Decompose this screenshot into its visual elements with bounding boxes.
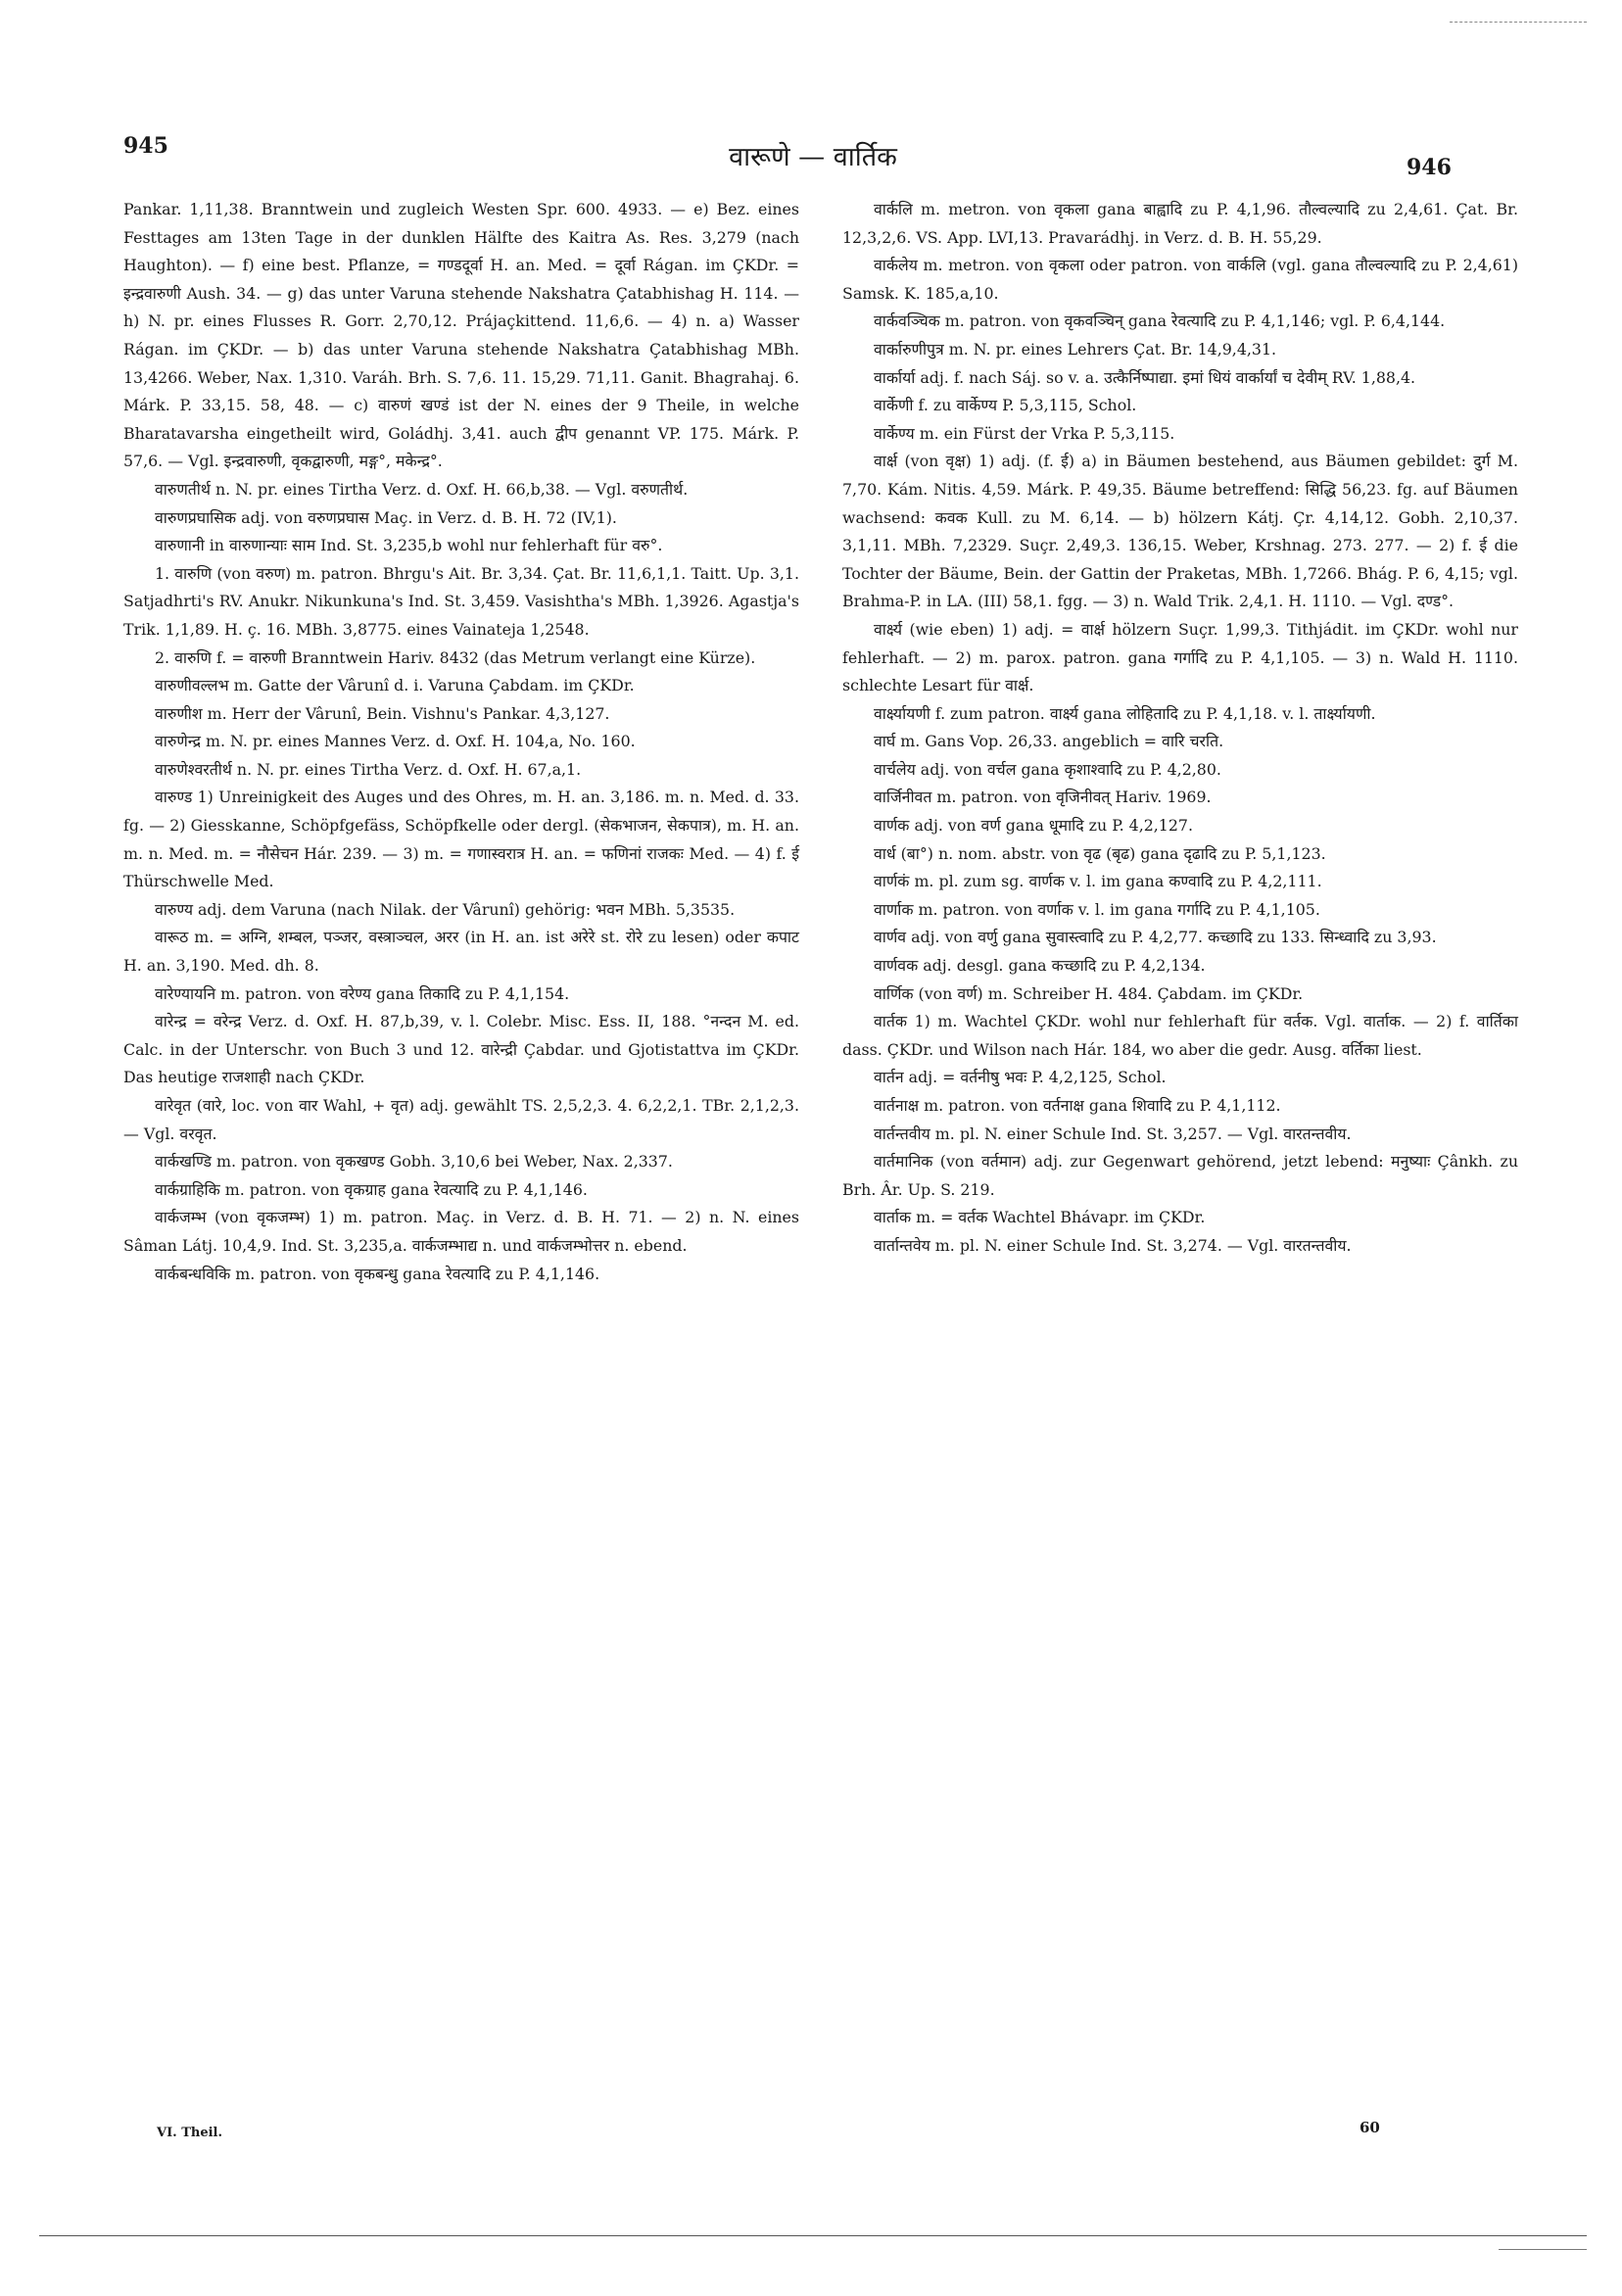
bottom-rule-short bbox=[1499, 2249, 1587, 2250]
dictionary-entry: वारुणेन्द्र m. N. pr. eines Mannes Verz. d. Oxf. H. 104,a, No. 160. bbox=[155, 732, 636, 751]
dictionary-entry: वार्तनाक्ष m. patron. von वर्तनाक्ष gana शिवादि zu P. 4,1,112. bbox=[874, 1096, 1281, 1115]
dictionary-entry: वार्णक adj. von वर्ण gana धूमादि zu P. 4,2,127. bbox=[874, 816, 1193, 836]
dictionary-entry: वार्तक 1) m. Wachtel ÇKDr. wohl nur fehlerhaft für वर्तक. Vgl. वार्ताक. — 2) f. वार्तिका dass. ÇKDr. und Wilson nach Hár. 184, wo aber die gedr. Ausg. वर्तिका liest. bbox=[842, 1012, 1518, 1059]
page-number-left: 945 bbox=[123, 133, 168, 159]
dictionary-entry: वार्कजम्भ (von वृकजम्भ) 1) m. patron. Maç. in Verz. d. B. H. 71. — 2) n. N. eines Sâman Látj. 10,4,9. Ind. St. 3,235,a. वार्कजम्भाद्य n. und वार्कजम्भोत्तर n. ebend. bbox=[123, 1208, 799, 1255]
dictionary-entry: वारेवृत (वारे, loc. von वार Wahl, + वृत) adj. gewählt TS. 2,5,2,3. 4. 6,2,2,1. TBr. 2,1,2,3. — Vgl. वरवृत. bbox=[123, 1096, 799, 1143]
dictionary-entry: वारेण्यायनि m. patron. von वरेण्य gana तिकादि zu P. 4,1,154. bbox=[155, 983, 570, 1003]
dictionary-entry: वार्कखण्डि m. patron. von वृकखण्ड Gobh. 3,10,6 bei Weber, Nax. 2,337. bbox=[155, 1152, 673, 1172]
dictionary-entry: वार्घ m. Gans Vop. 26,33. angeblich = वारि चरति. bbox=[874, 732, 1224, 751]
dictionary-entry: वार्कग्राहिकि m. patron. von वृकग्राह gana रेवत्यादि zu P. 4,1,146. bbox=[155, 1179, 588, 1199]
dictionary-entry: वार्कार्या adj. f. nach Sáj. so v. a. उत्कैर्निष्पाद्या. इमां धियं वार्कार्यां च देवीम् RV. 1,88,4. bbox=[874, 367, 1416, 387]
dictionary-entry: 2. वारुणि f. = वारुणी Branntwein Hariv. 8432 (das Metrum verlangt eine Kürze). bbox=[155, 647, 756, 667]
dictionary-entry: वार्कारुणीपुत्र m. N. pr. eines Lehrers Çat. Br. 14,9,4,31. bbox=[874, 339, 1277, 359]
dictionary-entry: वार्णाक m. patron. von वर्णाक v. l. im gana गर्गादि zu P. 4,1,105. bbox=[874, 899, 1320, 919]
dictionary-entry: वार्केणी f. zu वार्केण्य P. 5,3,115, Schol. bbox=[874, 396, 1137, 415]
top-rule bbox=[1450, 22, 1587, 23]
dictionary-entry: वार्तान्तवेय m. pl. N. einer Schule Ind. St. 3,274. — Vgl. वारतन्तवीय. bbox=[874, 1235, 1352, 1255]
dictionary-entry: वारुणीवल्लभ m. Gatte der Vârunî d. i. Varuna Çabdam. im ÇKDr. bbox=[155, 676, 635, 695]
dictionary-entry: वार्णव adj. von वर्णु gana सुवास्त्वादि zu P. 4,2,77. कच्छादि zu 133. सिन्ध्वादि zu 3,93. bbox=[874, 928, 1437, 947]
dictionary-entry: वार्क्ष्यायणी f. zum patron. वार्क्ष्य gana लोहितादि zu P. 4,1,18. v. l. तार्क्ष्यायणी. bbox=[874, 703, 1376, 723]
dictionary-entry: वार्कलेय m. metron. von वृकला oder patron. von वार्कलि (vgl. gana तौल्वल्यादि zu P. 2,4,61) Samsk. K. 185,a,10. bbox=[842, 256, 1518, 303]
dictionary-entry: वारुणीश m. Herr der Vârunî, Bein. Vishnu's Pankar. 4,3,127. bbox=[155, 703, 610, 723]
dictionary-entry: वार्णिक (von वर्ण) m. Schreiber H. 484. Çabdam. im ÇKDr. bbox=[874, 983, 1304, 1003]
dictionary-entry: वार्केण्य m. ein Fürst der Vrka P. 5,3,115. bbox=[874, 423, 1175, 443]
dictionary-entry: वार्क्ष (von वृक्ष) 1) adj. (f. ई) a) in Bäumen bestehend, aus Bäumen gebildet: दुर्ग M. 7,70. Kám. Nitis. 4,59. Márk. P. 49,35. Bäume betreffend: सिद्धि 56,23. fg. auf Bäumen wachsend: कवक Kull. zu M. 6,14. — b) hölzern Kátj. Çr. 4,14,12. Gobh. 2,10,37. 3,1,11. MBh. 7,2329. Suçr. 2,49,3. 136,15. Weber, Krshnag. 273. 277. — 2) f. ई die Tochter der Bäume, Bein. der Gattin der Praketas, MBh. 1,7266. Bhág. P. 6, 4,15; vgl. Brahma-P. in LA. (III) 58,1. fgg. — 3) n. Wald Trik. 2,4,1. H. 1110. — Vgl. दण्ड°. bbox=[842, 452, 1518, 611]
dictionary-entry: वार्तन adj. = वर्तनीषु भवः P. 4,2,125, Schol. bbox=[874, 1068, 1167, 1087]
dictionary-entry: वार्कलि m. metron. von वृकला gana बाह्वादि zu P. 4,1,96. तौल्वल्यादि zu 2,4,61. Çat. Br. 12,3,2,6. VS. App. LVI,13. Pravarádhj. in Verz. d. B. H. 55,29. bbox=[842, 200, 1518, 247]
dictionary-entry: वारुणेश्वरतीर्थ n. N. pr. eines Tirtha Verz. d. Oxf. H. 67,a,1. bbox=[155, 759, 582, 779]
dictionary-entry: वारूठ m. = अग्नि, शम्बल, पञ्जर, वस्त्राञ्चल, अरर (in H. an. ist अरेरे st. रोरे zu lesen) oder कपाट H. an. 3,190. Med. dh. 8. bbox=[123, 928, 799, 976]
page-number-right: 946 bbox=[1407, 155, 1452, 180]
dictionary-entry: वार्ध (बा°) n. nom. abstr. von वृढ (बृढ) gana दृढादि zu P. 5,1,123. bbox=[874, 843, 1326, 863]
dictionary-entry: वार्क्ष्य (wie eben) 1) adj. = वार्क्ष hölzern Suçr. 1,99,3. Tithjádit. im ÇKDr. wohl nur fehlerhaft. — 2) m. parox. patron. gana गर्गादि zu P. 4,1,105. — 3) n. Wald H. 1110. schlechte Lesart für वार्क्ष. bbox=[842, 619, 1518, 695]
dictionary-entry: वार्जिनीवत m. patron. von वृजिनीवत् Hariv. 1969. bbox=[874, 788, 1212, 807]
left-column bbox=[123, 196, 799, 1288]
signature-mark: 60 bbox=[1360, 2119, 1380, 2136]
dictionary-entry: वारुणतीर्थ n. N. pr. eines Tirtha Verz. d. Oxf. H. 66,b,38. — Vgl. वरुणतीर्थ. bbox=[155, 479, 689, 499]
dictionary-entry: वार्कवञ्चिक m. patron. von वृकवञ्चिन् gana रेवत्यादि zu P. 4,1,146; vgl. P. 6,4,144. bbox=[874, 311, 1446, 331]
volume-label: VI. Theil. bbox=[157, 2126, 223, 2140]
running-head: वारूणे — वार्तिक bbox=[729, 142, 897, 172]
right-column bbox=[842, 196, 1518, 1261]
dictionary-entry: वार्णवक adj. desgl. gana कच्छादि zu P. 4,2,134. bbox=[874, 956, 1206, 976]
dictionary-entry: वार्तमानिक (von वर्तमान) adj. zur Gegenwart gehörend, jetzt lebend: मनुष्याः Çânkh. zu Brh. Âr. Up. S. 219. bbox=[842, 1152, 1518, 1199]
dictionary-entry: वारुण्य adj. dem Varuna (nach Nilak. der Vârunî) gehörig: भवन MBh. 5,3535. bbox=[155, 899, 736, 919]
dictionary-entry: 1. वारुणि (von वरुण) m. patron. Bhrgu's Ait. Br. 3,34. Çat. Br. 11,6,1,1. Taitt. Up. 3,1. Satjadhrti's RV. Anukr. Nikunkuna's Ind. St. 3,459. Vasishtha's MBh. 1,3926. Agastja's Trik. 1,1,89. H. ç. 16. MBh. 3,8775. eines Vainateja 1,2548. bbox=[123, 563, 799, 639]
dictionary-entry: वारेन्द्र = वरेन्द्र Verz. d. Oxf. H. 87,b,39, v. l. Colebr. Misc. Ess. II, 188. °नन्दन M. ed. Calc. in der Unterschr. von Buch 3 und 12. वारेन्द्री Çabdar. und Gjotistattva im ÇKDr. Das heutige राजशाही nach ÇKDr. bbox=[123, 1012, 799, 1087]
dictionary-entry: वार्तन्तवीय m. pl. N. einer Schule Ind. St. 3,257. — Vgl. वारतन्तवीय. bbox=[874, 1124, 1352, 1143]
dictionary-entry: वार्णकं m. pl. zum sg. वार्णक v. l. im gana कण्वादि zu P. 4,2,111. bbox=[874, 872, 1322, 891]
bottom-rule bbox=[39, 2235, 1587, 2236]
dictionary-entry: वारुणानी in वारुणान्याः साम Ind. St. 3,235,b wohl nur fehlerhaft für वरु°. bbox=[155, 536, 663, 555]
dictionary-entry: वार्ताक m. = वर्तक Wachtel Bhávapr. im ÇKDr. bbox=[874, 1208, 1206, 1227]
dictionary-entry: Pankar. 1,11,38. Branntwein und zugleich Westen Spr. 600. 4933. — e) Bez. eines Festtages am 13ten Tage in der dunklen Hälfte des Kaitra As. Res. 3,279 (nach Haughton). — f) eine best. Pflanze, = गण्डदूर्वा H. an. Med. = दूर्वा Rágan. im ÇKDr. = इन्द्रवारुणी Aush. 34. — g) das unter Varuna stehende Nakshatra Çatabhishag H. 114. — h) N. pr. eines Flusses R. Gorr. 2,70,12. Prájaçkittend. 11,6,6. — 4) n. a) Wasser Rágan. im ÇKDr. — b) das unter Varuna stehende Nakshatra Çatabhishag MBh. 13,4266. Weber, Nax. 1,310. Varáh. Brh. S. 7,6. 11. 15,29. 71,11. Ganit. Bhagrahaj. 6. Márk. P. 33,15. 58, 48. — c) वारुणं खण्डं ist der N. eines der 9 Theile, in welche Bharatavarsha eingetheilt wird, Goládhj. 3,41. auch द्वीप genannt VP. 175. Márk. P. 57,6. — Vgl. इन्द्रवारुणी, वृकद्वारुणी, मङ्ग°, मकेन्द्र°. bbox=[123, 200, 799, 471]
dictionary-entry: वारुणप्रघासिक adj. von वरुणप्रघास Maç. in Verz. d. B. H. 72 (IV,1). bbox=[155, 507, 617, 527]
dictionary-entry: वार्चलेय adj. von वर्चल gana कृशाश्वादि zu P. 4,2,80. bbox=[874, 759, 1221, 779]
dictionary-entry: वारुण्ड 1) Unreinigkeit des Auges und des Ohres, m. H. an. 3,186. m. n. Med. d. 33. fg. — 2) Giesskanne, Schöpfgefäss, Schöpfkelle oder dergl. (सेकभाजन, सेकपात्र), m. H. an. m. n. Med. m. = नौसेचन Hár. 239. — 3) m. = गणास्वरात्र H. an. = फणिनां राजकः Med. — 4) f. ई Thürschwelle Med. bbox=[123, 788, 799, 891]
dictionary-entry: वार्कबन्धविकि m. patron. von वृकबन्धु gana रेवत्यादि zu P. 4,1,146. bbox=[155, 1264, 600, 1283]
